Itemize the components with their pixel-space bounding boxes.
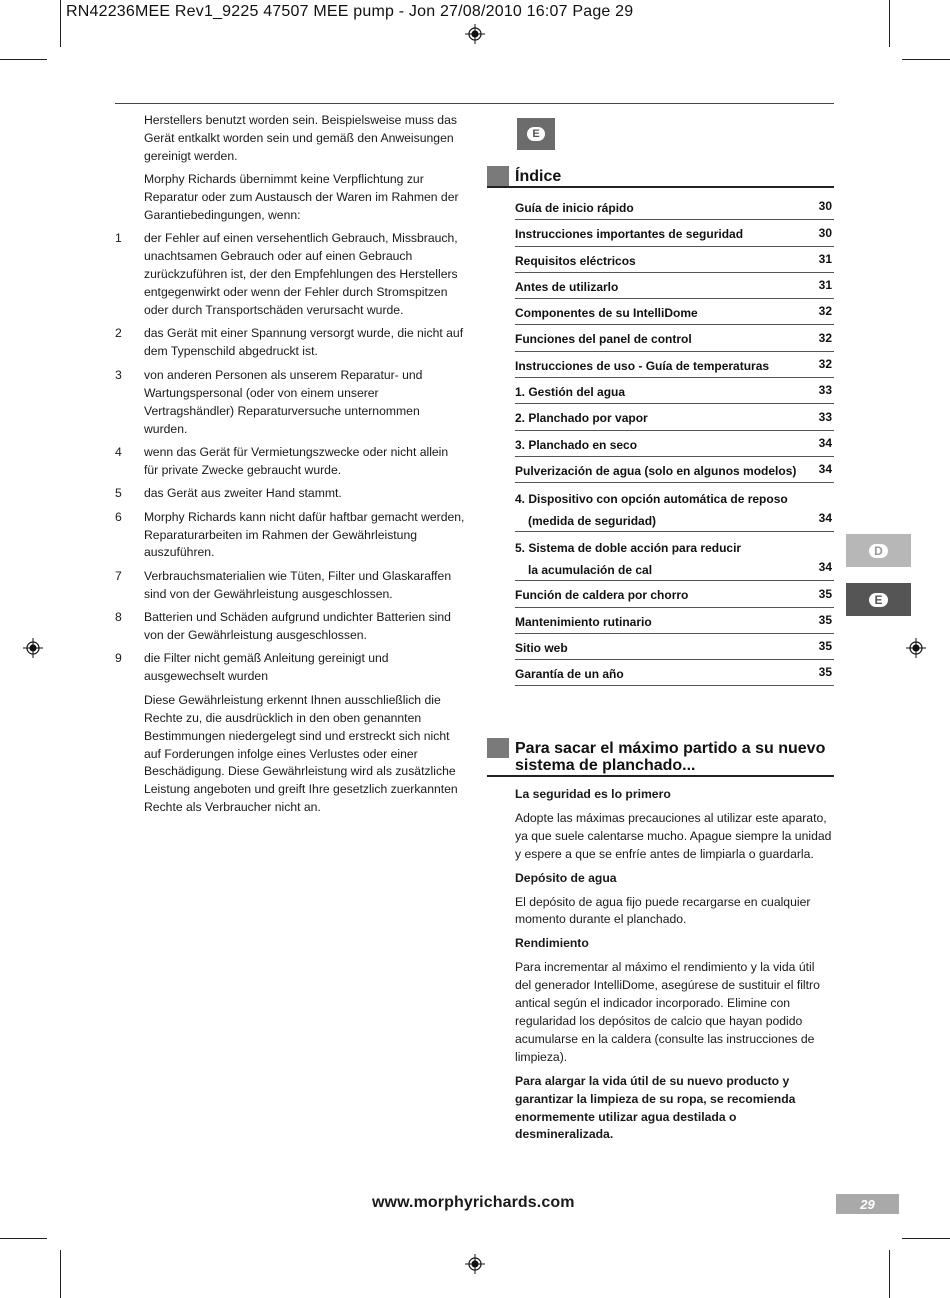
toc-label: 1. Gestión del agua — [515, 385, 626, 400]
toc-label: 5. Sistema de doble acción para reducir — [515, 541, 742, 556]
crop-mark — [0, 59, 47, 60]
item-text: Verbrauchsmaterialien wie Tüten, Filter und Glaskaraffen sind von der Gewährleistung ausgeschlossen. — [144, 568, 452, 601]
section-heading — [487, 738, 834, 778]
language-badge — [517, 118, 555, 150]
toc-page: 30 — [818, 199, 832, 214]
toc-label: Pulverización de agua (solo en algunos modelos) — [515, 463, 797, 478]
item-number: 1 — [115, 231, 122, 246]
toc-label: Antes de utilizarlo — [515, 279, 619, 294]
toc-page: 32 — [818, 357, 832, 372]
section-title-line: Para sacar el máximo partido a su nuevo — [515, 740, 826, 757]
crop-mark — [0, 1238, 47, 1239]
toc-row — [515, 247, 834, 273]
toc-page: 35 — [818, 639, 832, 654]
toc-page: 34 — [818, 435, 832, 450]
language-badge-label: E — [527, 127, 544, 141]
intro-paragraph: Morphy Richards übernimmt keine Verpflichtung zur Reparatur oder zum Austausch der Waren im Rahmen der Garantiebedingungen, wenn: — [144, 172, 459, 223]
warranty-continued-column — [115, 112, 465, 823]
toc-row — [515, 457, 834, 483]
toc-label: Mantenimiento rutinario — [515, 614, 652, 629]
heading-underline — [487, 775, 834, 777]
toc-label: Garantía de un año — [515, 667, 624, 682]
registration-mark-icon — [465, 24, 485, 44]
crop-mark — [60, 1250, 61, 1298]
toc-page: 34 — [818, 462, 832, 477]
list-item — [115, 609, 465, 645]
item-number: 6 — [115, 509, 122, 524]
closing-paragraph: Diese Gewährleistung erkennt Ihnen ausschließlich die Rechte zu, die ausdrücklich in den oben genannten Bestimmungen niedergelegt sind und erstreckt sich nicht auf Forderungen infolge eines Verlustes oder einer Beschädigung. Diese Gewährleistung wird als zusätzliche Leistung angeboten und greift Ihre gesetzlich zuerkannten Rechte als Verbraucher nicht an. — [144, 692, 458, 815]
toc-row — [515, 194, 834, 220]
toc-row — [515, 404, 834, 430]
bold-note: Para alargar la vida útil de su nuevo producto y garantizar la limpieza de su ropa, se recomienda enormemente utilizar agua destilada o desmineralizada. — [515, 1073, 796, 1142]
language-tab-d — [846, 534, 911, 567]
crop-mark — [902, 59, 950, 60]
toc-row — [515, 378, 834, 404]
toc-row — [515, 634, 834, 660]
registration-mark-icon — [465, 1254, 485, 1274]
item-text: von anderen Personen als unserem Reparatur- und Wartungspersonal (oder von einem unserer Vertragshändler) Reparaturversuche unternommen wurden. — [144, 367, 423, 436]
index-title: Índice — [515, 168, 562, 185]
toc-page: 33 — [818, 383, 832, 398]
list-item — [115, 444, 465, 480]
subheading: Rendimiento — [515, 936, 589, 951]
language-tab-e — [846, 583, 911, 616]
toc-page: 35 — [818, 586, 832, 601]
section-title-line: sistema de planchado... — [515, 757, 696, 774]
item-number: 2 — [115, 326, 122, 341]
list-item — [115, 650, 465, 686]
item-number: 8 — [115, 610, 122, 625]
toc-label: 4. Dispositivo con opción automática de reposo — [515, 492, 788, 507]
list-item — [115, 485, 465, 503]
top-rule — [115, 103, 834, 104]
registration-mark-icon — [906, 638, 926, 658]
toc-label: Componentes de su IntelliDome — [515, 306, 698, 321]
item-number: 5 — [115, 486, 122, 501]
heading-underline — [487, 186, 834, 188]
list-item — [115, 367, 465, 439]
toc-label: Instrucciones de uso - Guía de temperaturas — [515, 358, 770, 373]
section-body — [515, 786, 833, 1150]
toc-label: Guía de inicio rápido — [515, 201, 634, 215]
body-text: Adopte las máximas precauciones al utilizar este aparato, ya que suele calentarse mucho. Apague siempre la unidad y espere a que se enfríe antes de limpiarla o guardarla. — [515, 810, 832, 861]
toc-page: 35 — [818, 612, 832, 627]
subheading: Depósito de agua — [515, 870, 617, 885]
website-url: www.morphyrichards.com — [372, 1194, 575, 1211]
toc-page: 31 — [818, 278, 832, 293]
toc-row — [515, 660, 834, 686]
toc-label-continued: la acumulación de cal — [528, 563, 653, 578]
language-tab-label: E — [869, 593, 887, 607]
body-text: El depósito de agua fijo puede recargarse en cualquier momento durante el planchado. — [515, 894, 811, 927]
toc-row — [515, 581, 834, 607]
toc-row — [515, 220, 834, 246]
item-text: wenn das Gerät für Vermietungszwecke oder nicht allein für private Zwecke gebraucht wurde. — [144, 444, 449, 477]
toc-page: 33 — [818, 409, 832, 424]
toc-row — [515, 325, 834, 351]
toc-label: Funciones del panel de control — [515, 332, 692, 347]
list-item — [115, 230, 465, 320]
list-item — [115, 509, 465, 563]
toc-page: 31 — [818, 251, 832, 266]
crop-mark — [902, 1238, 950, 1239]
toc-row — [515, 532, 834, 581]
item-text: Batterien und Schäden aufgrund undichter Batterien sind von der Gewährleistung ausgeschlossen. — [144, 610, 451, 643]
toc-label: Sitio web — [515, 640, 568, 655]
toc-page: 32 — [818, 304, 832, 319]
item-number: 7 — [115, 568, 122, 583]
index-heading — [487, 166, 834, 190]
heading-square-icon — [487, 738, 509, 758]
item-text: Morphy Richards kann nicht dafür haftbar gemacht werden, Reparaturarbeiten im Rahmen der Gewährleistung auszuführen. — [144, 509, 465, 560]
toc-label: 2. Planchado por vapor — [515, 411, 648, 426]
item-text: das Gerät aus zweiter Hand stammt. — [144, 486, 342, 501]
crop-mark — [60, 0, 61, 47]
toc-label-continued: (medida de seguridad) — [528, 514, 657, 529]
toc-page: 34 — [818, 560, 832, 575]
table-of-contents — [515, 194, 834, 686]
toc-page: 32 — [818, 330, 832, 345]
toc-row — [515, 483, 834, 532]
toc-label: Instrucciones importantes de seguridad — [515, 227, 744, 242]
toc-row — [515, 273, 834, 299]
language-tab-label: D — [869, 544, 888, 558]
item-text: das Gerät mit einer Spannung versorgt wurde, die nicht auf dem Typenschild abgedruckt ist. — [144, 326, 464, 359]
intro-paragraph: Herstellers benutzt worden sein. Beispielsweise muss das Gerät entkalkt worden sein und gemäß den Anweisungen gereinigt werden. — [144, 113, 457, 163]
item-number: 3 — [115, 367, 122, 382]
list-item — [115, 325, 465, 361]
toc-row — [515, 608, 834, 634]
toc-page: 35 — [818, 665, 832, 680]
subheading: La seguridad es lo primero — [515, 787, 671, 801]
heading-square-icon — [487, 166, 509, 186]
item-text: der Fehler auf einen versehentlich Gebrauch, Missbrauch, unachtsamen Gebrauch oder auf einen Gebrauch zurückzuführen ist, der den Empfehlungen des Herstellers entgegenwirkt oder wenn der Fehler durch Stromspitzen oder durch Transportschäden verursacht wurde. — [144, 231, 458, 318]
toc-label: Función de caldera por chorro — [515, 588, 689, 603]
toc-row — [515, 352, 834, 378]
item-text: die Filter nicht gemäß Anleitung gereinigt und ausgewechselt wurden — [144, 651, 389, 684]
page-number: 29 — [836, 1194, 899, 1214]
toc-page: 34 — [818, 511, 832, 526]
crop-mark — [889, 0, 890, 47]
registration-mark-icon — [23, 638, 43, 658]
toc-row — [515, 299, 834, 325]
print-slug-line: RN42236MEE Rev1_9225 47507 MEE pump - Jon 27/08/2010 16:07 Page 29 — [66, 3, 634, 20]
item-number: 9 — [115, 651, 122, 666]
toc-page: 30 — [818, 225, 832, 240]
toc-label: 3. Planchado en seco — [515, 437, 638, 452]
toc-row — [515, 431, 834, 457]
list-item — [115, 568, 465, 604]
crop-mark — [889, 1250, 890, 1298]
section-title — [515, 740, 825, 774]
item-number: 4 — [115, 444, 122, 459]
toc-label: Requisitos eléctricos — [515, 253, 636, 268]
body-text: Para incrementar al máximo el rendimiento y la vida útil del generador IntelliDome, asegúrese de sustituir el filtro antical según el indicador incorporado. Elimine con regularidad los depósitos de calcio que hayan podido acumularse en la caldera (consulte las instrucciones de limpieza). — [515, 960, 820, 1064]
